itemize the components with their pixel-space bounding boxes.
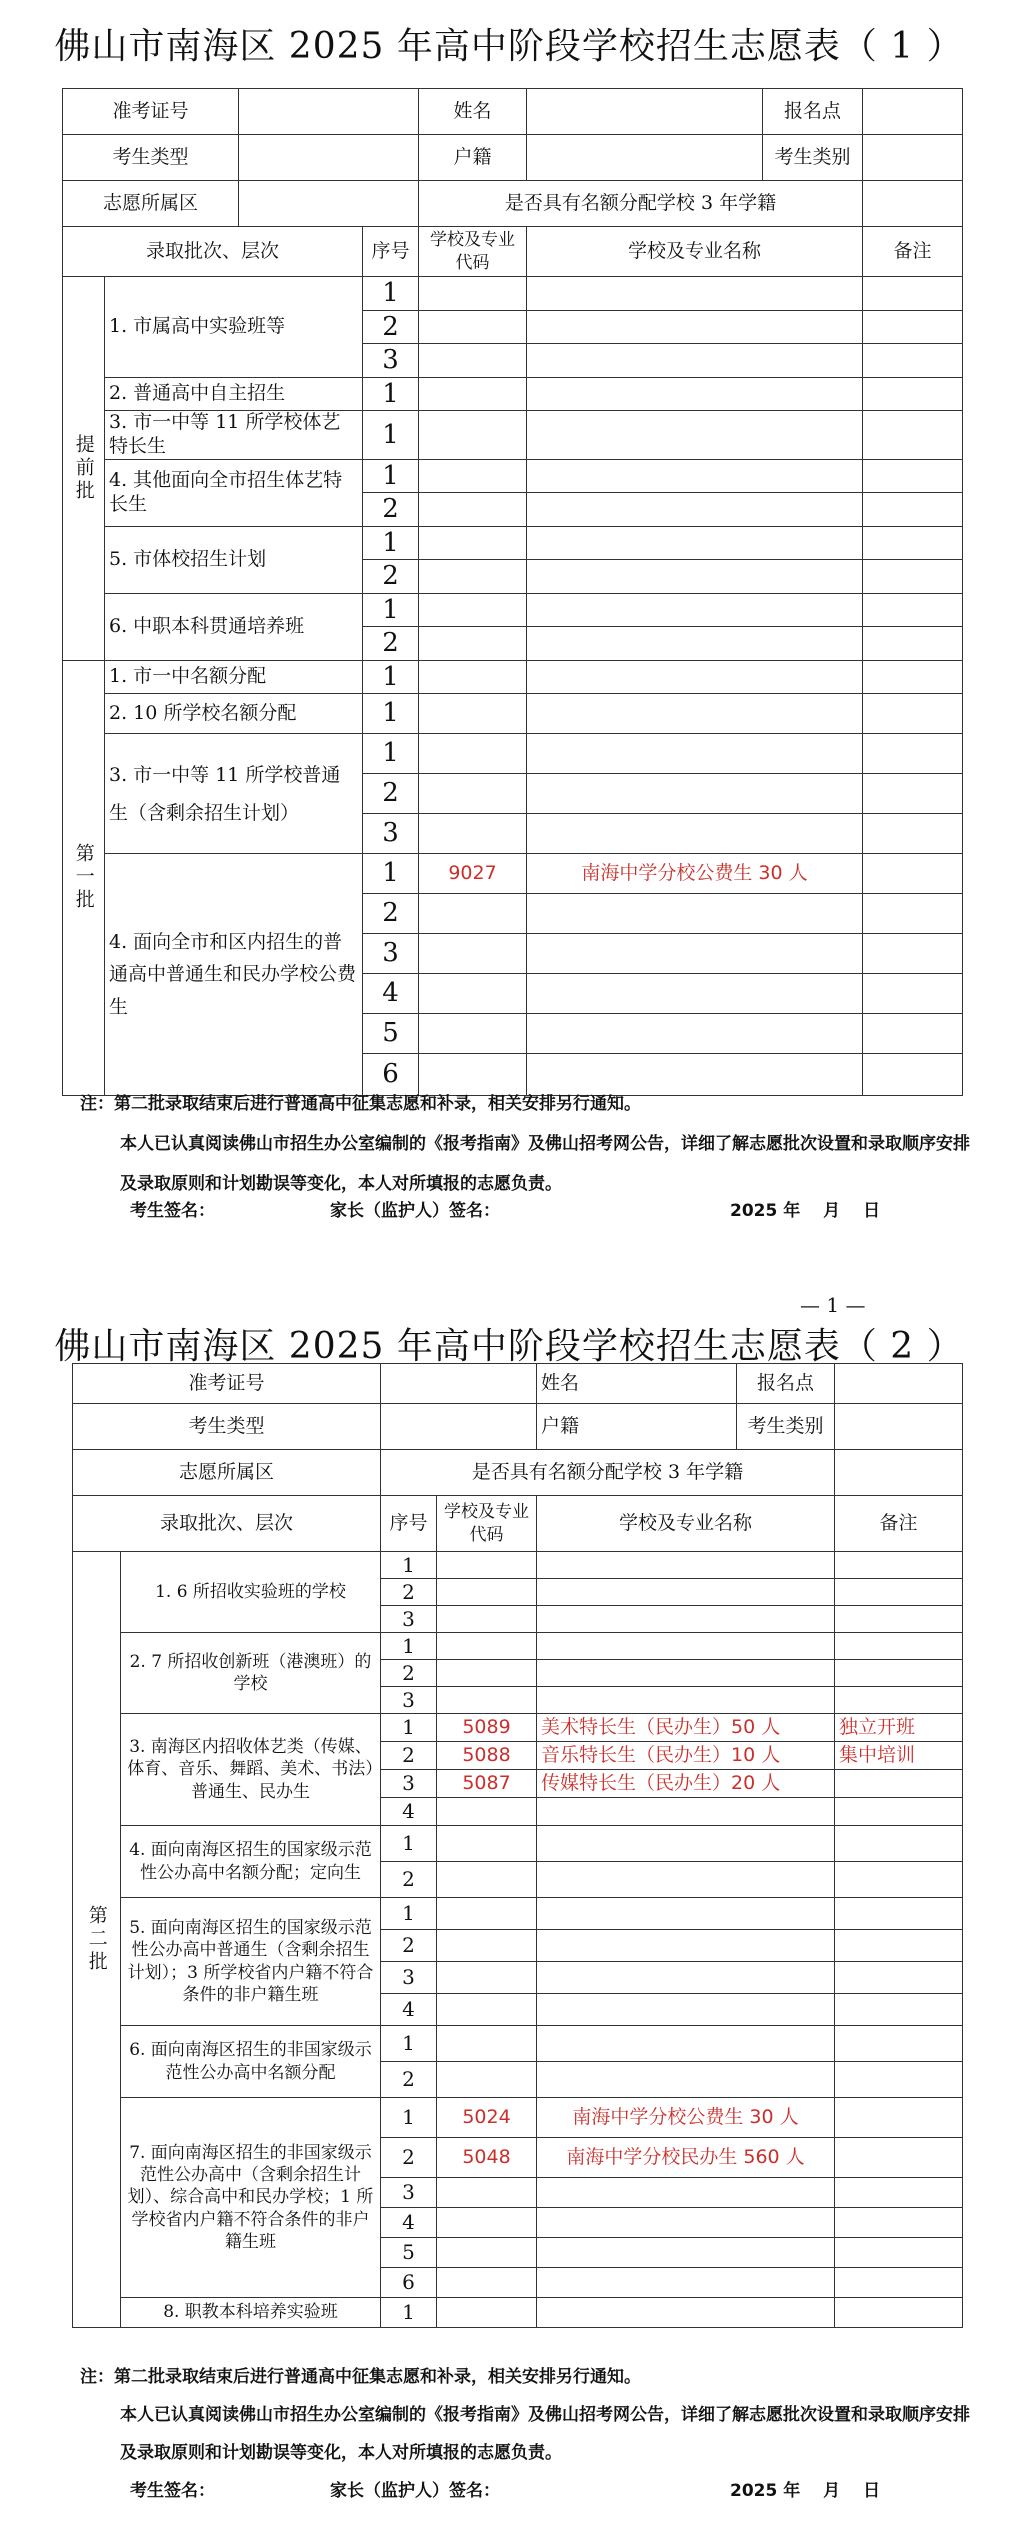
school-cell[interactable] [537,1798,835,1826]
quota-label: 是否具有名额分配学校 3 年学籍 [381,1450,835,1496]
seq-number: 2 [381,2062,437,2098]
seq-number: 1 [363,854,419,894]
school-cell[interactable] [537,2298,835,2328]
code-cell[interactable] [437,1862,537,1898]
seq-number: 3 [381,1770,437,1798]
hukou-field[interactable] [527,135,763,181]
remark-cell[interactable] [863,974,963,1014]
code-cell[interactable] [437,2178,537,2208]
school-cell[interactable] [527,526,863,560]
school-cell[interactable] [537,1930,835,1962]
school-cell[interactable] [537,2238,835,2268]
group-label: 4. 面向全市和区内招生的普通高中普通生和民办学校公费生 [105,854,363,1096]
remark-cell[interactable] [863,1014,963,1054]
name-label: 姓名 [537,1364,737,1404]
remark-cell[interactable] [835,2238,963,2268]
remark-cell[interactable] [835,2026,963,2062]
school-cell[interactable] [537,2026,835,2062]
sign-student: 考生签名： [130,2481,215,2501]
school-cell[interactable] [537,1633,835,1660]
seq-number: 2 [363,894,419,934]
form2-title: 佛山市南海区 2025 年高中阶段学校招生志愿表（ 2 ） [54,1326,964,1367]
school-cell[interactable] [527,974,863,1014]
seq-number: 4 [381,2208,437,2238]
sign-guardian: 家长（监护人）签名： [330,1201,500,1221]
seq-number: 1 [381,2098,437,2138]
remark-cell[interactable] [863,814,963,854]
name-field[interactable] [527,89,763,135]
col-code: 学校及专业代码 [419,227,527,277]
seq-number: 5 [381,2238,437,2268]
school-cell[interactable]: 传媒特长生（民办生）20 人 [537,1770,835,1798]
form2-notes [80,2358,980,2472]
exam-no-label: 准考证号 [73,1364,381,1404]
code-cell[interactable] [419,734,527,774]
quota-field[interactable] [835,1450,963,1496]
group-label: 6. 面向南海区招生的非国家级示范性公办高中名额分配 [121,2026,381,2098]
seq-number: 1 [363,526,419,560]
code-cell[interactable] [437,1633,537,1660]
school-cell[interactable] [537,1898,835,1930]
code-cell[interactable] [437,2268,537,2298]
exam-no-field[interactable] [381,1364,537,1404]
seq-number: 2 [381,1862,437,1898]
code-cell[interactable] [437,1826,537,1862]
form1-notes [80,1084,980,1204]
declaration-text: 本人已认真阅读佛山市招生办公室编制的《报考指南》及佛山招考网公告，详细了解志愿批次设置和录取顺序安排及录取原则和计划勘误等变化，本人对所填报的志愿负责。 [120,2405,970,2463]
seq-number: 3 [381,1606,437,1633]
seq-number: 1 [381,1826,437,1862]
seq-number: 2 [363,560,419,594]
seq-number: 1 [363,660,419,694]
code-cell[interactable] [437,1579,537,1606]
remark-cell[interactable] [863,854,963,894]
group-label: 5. 面向南海区招生的国家级示范性公办高中普通生（含剩余招生计划）；3 所学校省内户籍不符合条件的非户籍生班 [121,1898,381,2026]
group-label: 6. 中职本科贯通培养班 [105,593,363,660]
seq-number: 2 [363,493,419,527]
form1-title: 佛山市南海区 2025 年高中阶段学校招生志愿表（ 1 ） [54,26,964,67]
seq-number: 3 [381,1687,437,1714]
remark-cell[interactable] [863,593,963,627]
school-cell[interactable] [527,459,863,493]
code-cell[interactable] [437,1606,537,1633]
remark-cell[interactable] [863,377,963,411]
code-cell[interactable] [437,1898,537,1930]
code-cell[interactable] [419,310,527,344]
seq-number: 1 [363,277,419,311]
group-label: 2. 普通高中自主招生 [105,377,363,411]
col-batch: 录取批次、层次 [73,1496,381,1552]
batch-early-label: 提前批 [63,277,105,661]
reg-point-field[interactable] [863,89,963,135]
note-text: 注：第二批录取结束后进行普通高中征集志愿和补录，相关安排另行通知。 [80,1094,641,1114]
zone-field[interactable] [239,181,419,227]
school-cell[interactable] [537,1687,835,1714]
group-label: 7. 面向南海区招生的非国家级示范性公办高中（含剩余招生计划）、综合高中和民办学校；1 所学校省内户籍不符合条件的非户籍生班 [121,2098,381,2298]
school-cell[interactable] [527,493,863,527]
remark-cell[interactable] [863,774,963,814]
school-cell[interactable] [537,1994,835,2026]
group-label: 3. 市一中等 11 所学校体艺特长生 [105,411,363,460]
reg-point-label: 报名点 [763,89,863,135]
code-cell[interactable] [419,934,527,974]
code-cell[interactable]: 9027 [419,854,527,894]
remark-cell[interactable] [863,934,963,974]
seq-number: 4 [381,1994,437,2026]
school-cell[interactable] [527,627,863,661]
school-cell[interactable] [527,734,863,774]
remark-cell[interactable] [863,734,963,774]
code-cell[interactable] [437,2238,537,2268]
school-cell[interactable] [537,2062,835,2098]
code-cell[interactable] [437,1660,537,1687]
seq-number: 1 [381,1898,437,1930]
code-cell[interactable] [437,1930,537,1962]
code-cell[interactable] [419,277,527,311]
school-cell[interactable]: 南海中学分校民办生 560 人 [537,2138,835,2178]
code-cell[interactable] [419,774,527,814]
sign-student: 考生签名： [130,1201,215,1221]
sign-date: 2025 年 月 日 [730,1201,881,1221]
school-cell[interactable] [527,310,863,344]
seq-number: 5 [363,1014,419,1054]
remark-cell[interactable] [835,1770,963,1798]
group-label: 8. 职教本科培养实验班 [121,2298,381,2328]
remark-cell[interactable] [835,1660,963,1687]
remark-cell[interactable] [863,894,963,934]
school-cell[interactable] [527,660,863,694]
stu-category-field[interactable] [835,1404,963,1450]
batch-first-label: 第一批 [63,660,105,1096]
col-remark: 备注 [835,1496,963,1552]
remark-cell[interactable] [835,1898,963,1930]
col-code: 学校及专业代码 [437,1496,537,1552]
code-cell[interactable] [419,526,527,560]
form2-table [72,1363,963,2328]
school-cell[interactable] [537,2268,835,2298]
school-cell[interactable] [527,774,863,814]
code-cell[interactable] [419,1014,527,1054]
col-school: 学校及专业名称 [537,1496,835,1552]
seq-number: 1 [381,1552,437,1579]
remark-cell[interactable] [863,277,963,311]
form1-table [62,88,963,1096]
exam-no-field[interactable] [239,89,419,135]
stu-category-label: 考生类别 [763,135,863,181]
remark-cell[interactable] [835,2298,963,2328]
remark-cell[interactable]: 集中培训 [835,1742,963,1770]
remark-cell[interactable] [835,2178,963,2208]
note-text: 注：第二批录取结束后进行普通高中征集志愿和补录，相关安排另行通知。 [80,2367,641,2387]
col-school: 学校及专业名称 [527,227,863,277]
remark-cell[interactable] [835,2268,963,2298]
seq-number: 1 [381,1633,437,1660]
code-cell[interactable] [419,627,527,661]
quota-field[interactable] [863,181,963,227]
school-cell[interactable] [537,1826,835,1862]
seq-number: 3 [381,1962,437,1994]
remark-cell[interactable] [835,1962,963,1994]
school-cell[interactable] [537,1552,835,1579]
seq-number: 1 [363,593,419,627]
remark-cell[interactable] [863,493,963,527]
seq-number: 2 [363,627,419,661]
code-cell[interactable] [437,1552,537,1579]
group-label: 5. 市体校招生计划 [105,526,363,593]
school-cell[interactable] [527,411,863,460]
name-label: 姓名 [419,89,527,135]
school-cell[interactable] [527,377,863,411]
remark-cell[interactable] [835,2138,963,2178]
seq-number: 3 [363,934,419,974]
school-cell[interactable] [527,934,863,974]
school-cell[interactable]: 美术特长生（民办生）50 人 [537,1714,835,1742]
exam-no-label: 准考证号 [63,89,239,135]
code-cell[interactable] [419,814,527,854]
group-label: 4. 面向南海区招生的国家级示范性公办高中名额分配；定向生 [121,1826,381,1898]
seq-number: 1 [363,694,419,734]
school-cell[interactable] [527,560,863,594]
remark-cell[interactable] [835,1994,963,2026]
col-seq: 序号 [363,227,419,277]
code-cell[interactable] [419,974,527,1014]
school-cell[interactable] [537,2178,835,2208]
school-cell[interactable] [527,814,863,854]
school-cell[interactable] [527,593,863,627]
stu-type-field[interactable] [239,135,419,181]
code-cell[interactable] [419,694,527,734]
remark-cell[interactable] [835,2062,963,2098]
group-label: 4. 其他面向全市招生体艺特长生 [105,459,363,526]
code-cell[interactable]: 5089 [437,1714,537,1742]
code-cell[interactable] [437,1962,537,1994]
code-cell[interactable]: 5088 [437,1742,537,1770]
code-cell[interactable] [419,411,527,460]
zone-label: 志愿所属区 [63,181,239,227]
stu-category-label: 考生类别 [737,1404,835,1450]
seq-number: 3 [363,344,419,378]
stu-type-label: 考生类型 [73,1404,381,1450]
group-label: 2. 7 所招收创新班（港澳班）的学校 [121,1633,381,1714]
code-cell[interactable]: 5087 [437,1770,537,1798]
school-cell[interactable] [537,1579,835,1606]
code-cell[interactable]: 5048 [437,2138,537,2178]
code-cell[interactable]: 5024 [437,2098,537,2138]
remark-cell[interactable] [835,1862,963,1898]
reg-point-field[interactable] [835,1364,963,1404]
seq-number: 6 [363,1054,419,1096]
remark-cell[interactable] [863,660,963,694]
code-cell[interactable] [419,459,527,493]
code-cell[interactable] [419,894,527,934]
school-cell[interactable] [527,344,863,378]
remark-cell[interactable] [863,560,963,594]
sign-date: 2025 年 月 日 [730,2481,881,2501]
seq-number: 2 [363,310,419,344]
seq-number: 1 [363,411,419,460]
school-cell[interactable] [527,1014,863,1054]
seq-number: 1 [381,1714,437,1742]
col-seq: 序号 [381,1496,437,1552]
seq-number: 1 [363,377,419,411]
school-cell[interactable] [527,894,863,934]
remark-cell[interactable] [835,1930,963,1962]
remark-cell[interactable] [835,1606,963,1633]
remark-cell[interactable] [835,2098,963,2138]
group-label: 1. 6 所招收实验班的学校 [121,1552,381,1633]
seq-number: 1 [381,2026,437,2062]
school-cell[interactable] [527,694,863,734]
seq-number: 4 [363,974,419,1014]
declaration-text: 本人已认真阅读佛山市招生办公室编制的《报考指南》及佛山招考网公告，详细了解志愿批次设置和录取顺序安排及录取原则和计划勘误等变化，本人对所填报的志愿负责。 [120,1134,970,1194]
seq-number: 2 [381,1930,437,1962]
remark-cell[interactable] [835,1826,963,1862]
remark-cell[interactable] [835,1687,963,1714]
seq-number: 4 [381,1798,437,1826]
remark-cell[interactable] [863,526,963,560]
remark-cell[interactable] [835,1579,963,1606]
seq-number: 6 [381,2268,437,2298]
seq-number: 1 [381,2298,437,2328]
remark-cell[interactable] [835,1798,963,1826]
school-cell[interactable] [537,2208,835,2238]
code-cell[interactable] [437,2026,537,2062]
remark-cell[interactable] [863,310,963,344]
school-cell[interactable]: 南海中学分校公费生 30 人 [527,854,863,894]
remark-cell[interactable] [863,344,963,378]
code-cell[interactable] [437,1687,537,1714]
remark-cell[interactable] [863,459,963,493]
col-batch: 录取批次、层次 [63,227,363,277]
code-cell[interactable] [437,1994,537,2026]
remark-cell[interactable] [863,694,963,734]
code-cell[interactable] [419,493,527,527]
seq-number: 3 [363,814,419,854]
seq-number: 3 [381,2178,437,2208]
group-label: 2. 10 所学校名额分配 [105,694,363,734]
code-cell[interactable] [437,2298,537,2328]
school-cell[interactable] [537,1660,835,1687]
seq-number: 2 [381,1742,437,1770]
group-label: 3. 南海区内招收体艺类（传媒、体育、音乐、舞蹈、美术、书法）普通生、民办生 [121,1714,381,1826]
code-cell[interactable] [419,660,527,694]
code-cell[interactable] [419,344,527,378]
code-cell[interactable] [437,2062,537,2098]
school-cell[interactable] [527,277,863,311]
group-label: 3. 市一中等 11 所学校普通生（含剩余招生计划） [105,734,363,854]
remark-cell[interactable] [835,2208,963,2238]
remark-cell[interactable]: 独立开班 [835,1714,963,1742]
school-cell[interactable]: 南海中学分校公费生 30 人 [537,2098,835,2138]
school-cell[interactable] [537,1862,835,1898]
group-label: 1. 市一中名额分配 [105,660,363,694]
remark-cell[interactable] [835,1552,963,1579]
remark-cell[interactable] [863,411,963,460]
seq-number: 2 [381,2138,437,2178]
reg-point-label: 报名点 [737,1364,835,1404]
stu-type-label: 考生类型 [63,135,239,181]
seq-number: 1 [363,459,419,493]
remark-cell[interactable] [835,1633,963,1660]
seq-number: 2 [363,774,419,814]
stu-type-field[interactable] [381,1404,537,1450]
school-cell[interactable]: 音乐特长生（民办生）10 人 [537,1742,835,1770]
batch-second-label: 第二批 [73,1552,121,2328]
hukou-label: 户籍 [537,1404,737,1450]
code-cell[interactable] [437,1798,537,1826]
remark-cell[interactable] [863,627,963,661]
code-cell[interactable] [419,560,527,594]
seq-number: 1 [363,734,419,774]
seq-number: 2 [381,1660,437,1687]
zone-label: 志愿所属区 [73,1450,381,1496]
sign-guardian: 家长（监护人）签名： [330,2481,500,2501]
page-number: — 1 — [800,1293,866,1317]
group-label: 1. 市属高中实验班等 [105,277,363,378]
school-cell[interactable] [537,1606,835,1633]
code-cell[interactable] [437,2208,537,2238]
school-cell[interactable] [537,1962,835,1994]
col-remark: 备注 [863,227,963,277]
code-cell[interactable] [419,593,527,627]
seq-number: 2 [381,1579,437,1606]
code-cell[interactable] [419,377,527,411]
hukou-label: 户籍 [419,135,527,181]
quota-label: 是否具有名额分配学校 3 年学籍 [419,181,863,227]
stu-category-field[interactable] [863,135,963,181]
